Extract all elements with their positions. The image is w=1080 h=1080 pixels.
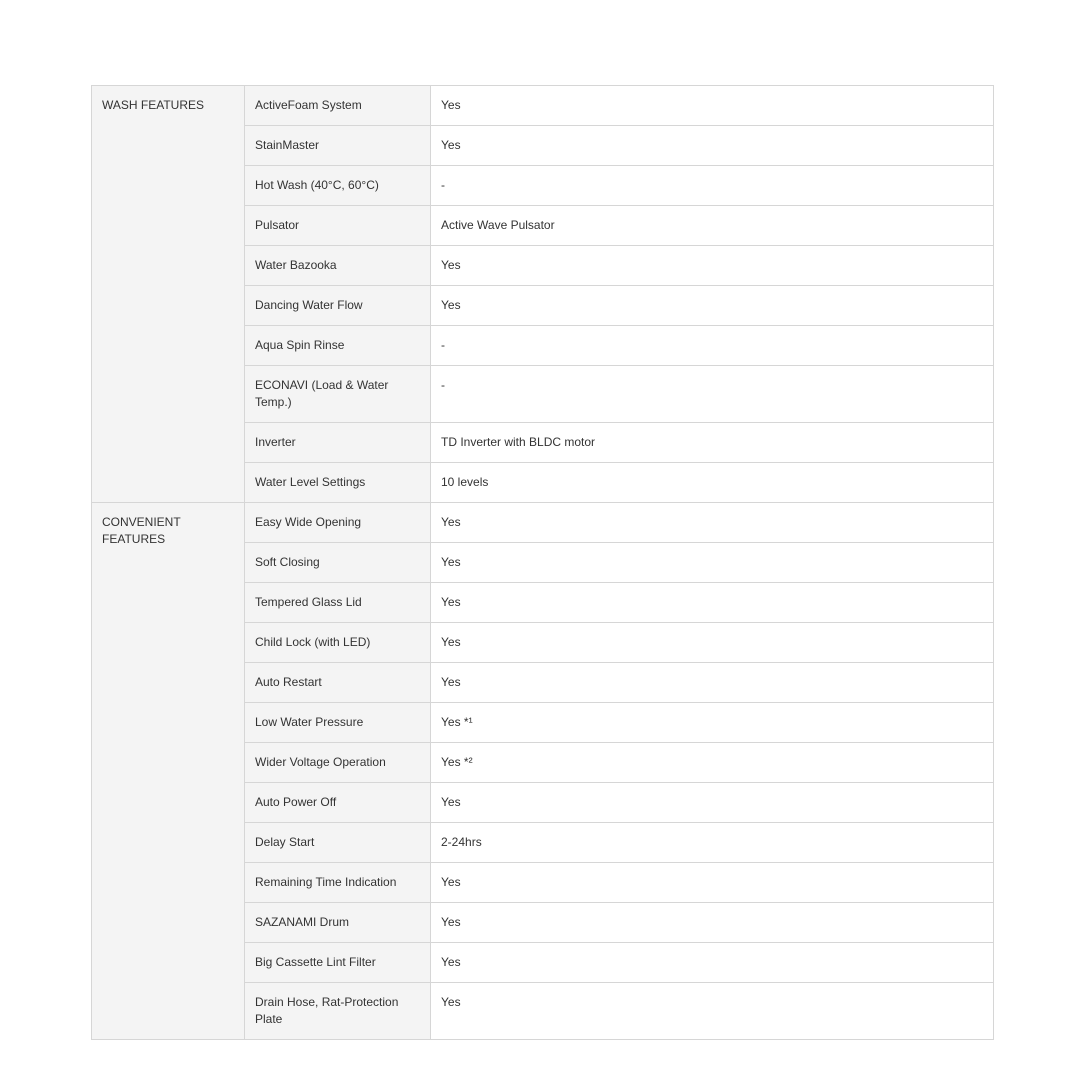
feature-label: Remaining Time Indication (245, 863, 431, 903)
feature-value: Yes (431, 863, 994, 903)
feature-label: Low Water Pressure (245, 703, 431, 743)
feature-value: 10 levels (431, 463, 994, 503)
feature-label: Soft Closing (245, 543, 431, 583)
feature-label: StainMaster (245, 126, 431, 166)
table-row (92, 86, 994, 126)
feature-label: ActiveFoam System (245, 86, 431, 126)
feature-value: Yes (431, 663, 994, 703)
feature-label: Dancing Water Flow (245, 286, 431, 326)
feature-label: Drain Hose, Rat-Protection Plate (245, 983, 431, 1040)
feature-label: Big Cassette Lint Filter (245, 943, 431, 983)
feature-value: - (431, 326, 994, 366)
feature-label: Inverter (245, 423, 431, 463)
feature-value: Yes (431, 583, 994, 623)
feature-value: Yes (431, 903, 994, 943)
feature-value: Yes (431, 246, 994, 286)
feature-label: Water Bazooka (245, 246, 431, 286)
feature-value: Yes (431, 983, 994, 1040)
feature-value: Yes (431, 286, 994, 326)
spec-table (91, 85, 994, 1040)
feature-value: Yes (431, 86, 994, 126)
feature-label: Delay Start (245, 823, 431, 863)
feature-value: - (431, 166, 994, 206)
feature-value: Yes (431, 543, 994, 583)
feature-label: Tempered Glass Lid (245, 583, 431, 623)
category-wash-features: WASH FEATURES (92, 86, 245, 503)
feature-value: Yes (431, 623, 994, 663)
feature-label: Hot Wash (40°C, 60°C) (245, 166, 431, 206)
feature-value: 2-24hrs (431, 823, 994, 863)
feature-label: Pulsator (245, 206, 431, 246)
feature-value: Yes *¹ (431, 703, 994, 743)
feature-value: Yes *² (431, 743, 994, 783)
table-row (92, 503, 994, 543)
feature-label: Easy Wide Opening (245, 503, 431, 543)
category-convenient-features: CONVENIENT FEATURES (92, 503, 245, 1040)
feature-label: SAZANAMI Drum (245, 903, 431, 943)
feature-value: Yes (431, 943, 994, 983)
feature-value: TD Inverter with BLDC motor (431, 423, 994, 463)
feature-value: Active Wave Pulsator (431, 206, 994, 246)
feature-value: Yes (431, 126, 994, 166)
feature-label: ECONAVI (Load & Water Temp.) (245, 366, 431, 423)
feature-label: Auto Restart (245, 663, 431, 703)
feature-label: Auto Power Off (245, 783, 431, 823)
feature-value: Yes (431, 503, 994, 543)
feature-label: Child Lock (with LED) (245, 623, 431, 663)
feature-value: Yes (431, 783, 994, 823)
feature-label: Aqua Spin Rinse (245, 326, 431, 366)
feature-value: - (431, 366, 994, 423)
feature-label: Wider Voltage Operation (245, 743, 431, 783)
feature-label: Water Level Settings (245, 463, 431, 503)
